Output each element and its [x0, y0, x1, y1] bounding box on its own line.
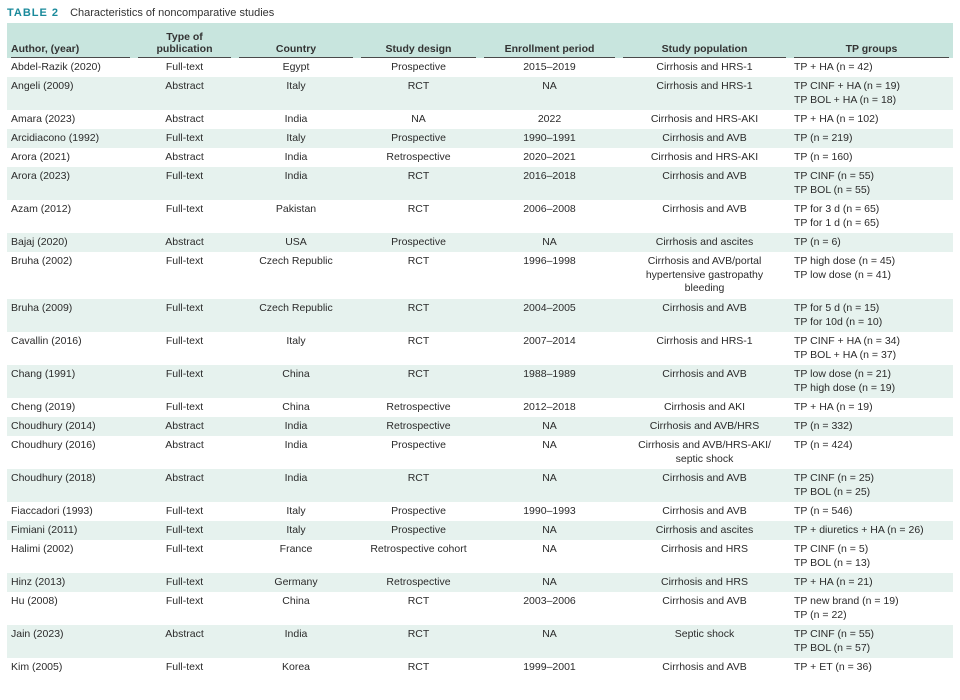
cell-line: Cirrhosis and HRS-1: [656, 335, 753, 347]
cell-line: bleeding: [684, 282, 725, 294]
cell-line: TP low dose (n = 41): [794, 268, 891, 281]
column-header-population: Study population: [619, 23, 790, 58]
cell-line: TP (n = 6): [794, 236, 841, 248]
cell-author: Abdel-Razik (2020): [11, 61, 101, 73]
cell-country: France: [279, 543, 313, 555]
cell-design: RCT: [407, 255, 430, 267]
cell-period: NA: [480, 77, 619, 110]
table-row: [7, 233, 953, 252]
column-header-country: Country: [235, 23, 357, 58]
cell-population: [619, 148, 790, 167]
cell-line: TP + HA (n = 42): [794, 61, 873, 73]
cell-author: Arora (2021): [11, 151, 70, 163]
cell-country: Germany: [235, 573, 357, 592]
cell-type: Full-text: [134, 167, 235, 200]
cell-type: Full-text: [165, 61, 204, 73]
table-row: [7, 77, 953, 110]
cell-population: [619, 573, 790, 592]
cell-line: hypertensive gastropathy: [645, 268, 764, 281]
cell-design: Prospective: [391, 61, 446, 73]
cell-line: Cirrhosis and AVB: [662, 505, 747, 517]
cell-population: [619, 129, 790, 148]
cell-line: TP (n = 160): [794, 151, 853, 163]
cell-country: India: [284, 439, 308, 451]
cell-groups: [790, 252, 953, 299]
header-row: [7, 23, 953, 58]
cell-line: Cirrhosis and AVB: [662, 472, 747, 484]
cell-groups: [790, 77, 953, 110]
cell-design: RCT: [407, 203, 430, 215]
cell-author: Jain (2023): [7, 625, 134, 658]
cell-country: Italy: [235, 129, 357, 148]
cell-population: [619, 625, 790, 658]
cell-type: Full-text: [165, 335, 204, 347]
cell-period: 1988–1989: [480, 365, 619, 398]
cell-period: 2003–2006: [523, 595, 576, 607]
cell-author: Fimiani (2011): [7, 521, 134, 540]
cell-line: TP BOL + HA (n = 18): [794, 93, 897, 106]
cell-type: Abstract: [165, 113, 204, 125]
cell-period: 2020–2021: [523, 151, 576, 163]
cell-line: TP CINF + HA (n = 19): [794, 80, 901, 92]
cell-author: Bruha (2002): [11, 255, 73, 267]
cell-design: RCT: [407, 661, 430, 673]
table-row: [7, 573, 953, 592]
cell-design: RCT: [407, 335, 430, 347]
cell-country: Italy: [286, 505, 306, 517]
cell-design: RCT: [407, 595, 430, 607]
cell-line: Cirrhosis and AVB: [662, 302, 747, 314]
cell-design: Prospective: [357, 521, 480, 540]
cell-type: Full-text: [165, 255, 204, 267]
cell-population: [619, 521, 790, 540]
table-row: [7, 167, 953, 200]
cell-design: Prospective: [357, 233, 480, 252]
cell-groups: [790, 573, 953, 592]
cell-country: India: [284, 113, 308, 125]
cell-line: Septic shock: [674, 628, 735, 640]
cell-design: Prospective: [391, 505, 446, 517]
cell-type: Full-text: [134, 365, 235, 398]
cell-country: India: [235, 469, 357, 502]
cell-author: Bruha (2009): [7, 299, 134, 332]
cell-design: RCT: [357, 365, 480, 398]
cell-line: TP (n = 546): [794, 505, 853, 517]
cell-design: Retrospective: [386, 401, 451, 413]
cell-line: TP (n = 219): [794, 132, 853, 144]
cell-author: Arcidiacono (1992): [7, 129, 134, 148]
cell-country: Czech Republic: [259, 255, 333, 267]
cell-line: TP CINF + HA (n = 34): [794, 335, 901, 347]
cell-type: Full-text: [134, 299, 235, 332]
cell-line: TP (n = 22): [794, 608, 847, 621]
cell-period: 2022: [537, 113, 562, 125]
table-label: TABLE 2: [7, 7, 60, 19]
table-row: [7, 200, 953, 233]
cell-groups: [790, 129, 953, 148]
cell-period: NA: [542, 543, 557, 555]
cell-author: Choudhury (2014): [7, 417, 134, 436]
cell-population: [619, 167, 790, 200]
cell-line: TP high dose (n = 19): [794, 381, 896, 394]
cell-line: TP for 10d (n = 10): [794, 315, 883, 328]
table-row: [7, 129, 953, 148]
cell-design: RCT: [357, 167, 480, 200]
cell-population: [619, 502, 790, 521]
cell-line: TP CINF (n = 5): [794, 543, 869, 555]
cell-period: 2007–2014: [523, 335, 576, 347]
cell-country: Italy: [235, 77, 357, 110]
cell-period: NA: [480, 233, 619, 252]
cell-author: Kim (2005): [11, 661, 63, 673]
cell-type: Full-text: [165, 505, 204, 517]
cell-line: TP BOL (n = 13): [794, 556, 871, 569]
cell-author: Hu (2008): [11, 595, 58, 607]
cell-period: 1996–1998: [523, 255, 576, 267]
table-body: [7, 58, 953, 677]
cell-line: Cirrhosis and ascites: [655, 524, 754, 536]
cell-author: Choudhury (2018): [7, 469, 134, 502]
cell-design: Retrospective: [357, 417, 480, 436]
cell-population: [619, 252, 790, 299]
table-row: [7, 148, 953, 167]
table-row: [7, 469, 953, 502]
cell-population: [619, 658, 790, 677]
cell-line: Cirrhosis and ascites: [655, 236, 754, 248]
cell-author: Amara (2023): [11, 113, 76, 125]
cell-line: TP CINF (n = 55): [794, 628, 875, 640]
cell-period: 2012–2018: [523, 401, 576, 413]
cell-period: NA: [480, 417, 619, 436]
cell-population: [619, 398, 790, 417]
cell-population: [619, 469, 790, 502]
cell-type: Abstract: [134, 625, 235, 658]
cell-country: China: [282, 595, 310, 607]
cell-population: [619, 592, 790, 625]
table-row: [7, 58, 953, 77]
column-header-author: Author, (year): [7, 23, 134, 58]
cell-country: China: [282, 401, 310, 413]
cell-author: Chang (1991): [7, 365, 134, 398]
cell-author: Azam (2012): [11, 203, 72, 215]
cell-period: 2004–2005: [480, 299, 619, 332]
cell-design: Retrospective: [386, 151, 451, 163]
cell-line: Cirrhosis and HRS-AKI: [650, 151, 759, 163]
cell-groups: [790, 658, 953, 677]
cell-line: TP BOL (n = 25): [794, 485, 871, 498]
cell-author: Hinz (2013): [7, 573, 134, 592]
cell-country: USA: [235, 233, 357, 252]
table-row: [7, 521, 953, 540]
cell-author: Fiaccadori (1993): [11, 505, 93, 517]
cell-author: Halimi (2002): [11, 543, 74, 555]
cell-population: [619, 436, 790, 469]
cell-population: [619, 332, 790, 365]
table-row: [7, 417, 953, 436]
cell-line: septic shock: [675, 452, 734, 465]
cell-line: TP + HA (n = 21): [794, 576, 873, 588]
cell-line: Cirrhosis and AVB/portal: [647, 255, 762, 267]
cell-country: India: [235, 417, 357, 436]
cell-groups: [790, 417, 953, 436]
cell-design: Retrospective: [357, 573, 480, 592]
cell-line: TP for 3 d (n = 65): [794, 203, 880, 215]
cell-line: Cirrhosis and AVB: [662, 661, 747, 673]
cell-country: Pakistan: [275, 203, 317, 215]
cell-line: Cirrhosis and AVB: [662, 368, 747, 380]
table-title: Characteristics of noncomparative studies: [70, 7, 275, 19]
cell-period: NA: [480, 625, 619, 658]
cell-line: TP low dose (n = 21): [794, 368, 891, 380]
cell-line: Cirrhosis and HRS-AKI: [650, 113, 759, 125]
cell-line: Cirrhosis and AVB/HRS: [649, 420, 760, 432]
cell-groups: [790, 398, 953, 417]
cell-period: 1990–1991: [480, 129, 619, 148]
cell-line: TP BOL (n = 55): [794, 183, 871, 196]
table-row: [7, 540, 953, 573]
cell-type: Abstract: [134, 469, 235, 502]
cell-groups: [790, 592, 953, 625]
cell-groups: [790, 540, 953, 573]
column-header-type: Type of publication: [134, 23, 235, 58]
cell-line: TP high dose (n = 45): [794, 255, 896, 267]
cell-line: TP BOL + HA (n = 37): [794, 348, 897, 361]
cell-type: Full-text: [165, 203, 204, 215]
cell-period: 1990–1993: [523, 505, 576, 517]
cell-line: TP (n = 424): [794, 439, 853, 451]
cell-groups: [790, 521, 953, 540]
cell-country: China: [235, 365, 357, 398]
cell-line: TP (n = 332): [794, 420, 853, 432]
cell-author: Cheng (2019): [11, 401, 76, 413]
table-row: [7, 252, 953, 299]
cell-line: Cirrhosis and HRS: [661, 576, 748, 588]
cell-country: Italy: [286, 335, 306, 347]
cell-groups: [790, 167, 953, 200]
cell-country: Italy: [235, 521, 357, 540]
column-header-period: Enrollment period: [480, 23, 619, 58]
cell-line: TP + HA (n = 19): [794, 401, 873, 413]
cell-design: Retrospective cohort: [370, 543, 467, 555]
column-header-design: Study design: [357, 23, 480, 58]
cell-country: India: [235, 625, 357, 658]
cell-period: NA: [480, 469, 619, 502]
cell-author: Choudhury (2016): [11, 439, 96, 451]
cell-period: NA: [542, 439, 557, 451]
cell-line: TP + ET (n = 36): [794, 661, 872, 673]
cell-author: Bajaj (2020): [7, 233, 134, 252]
cell-line: Cirrhosis and AVB/HRS-AKI/: [638, 439, 771, 451]
cell-line: Cirrhosis and HRS: [661, 543, 748, 555]
cell-groups: [790, 332, 953, 365]
table-row: [7, 110, 953, 129]
cell-groups: [790, 233, 953, 252]
cell-type: Full-text: [165, 401, 204, 413]
table-caption: [7, 5, 274, 21]
cell-type: Abstract: [134, 233, 235, 252]
cell-type: Full-text: [165, 661, 204, 673]
cell-line: TP BOL (n = 57): [794, 641, 871, 654]
cell-line: Cirrhosis and AVB: [662, 595, 747, 607]
cell-type: Abstract: [165, 439, 204, 451]
cell-design: NA: [411, 113, 426, 125]
cell-country: India: [235, 167, 357, 200]
cell-country: Egypt: [282, 61, 310, 73]
cell-period: 2006–2008: [523, 203, 576, 215]
cell-groups: [790, 58, 953, 77]
cell-population: [619, 77, 790, 110]
cell-groups: [790, 502, 953, 521]
cell-type: Full-text: [165, 543, 204, 555]
cell-design: Prospective: [391, 439, 446, 451]
cell-population: [619, 417, 790, 436]
cell-design: RCT: [357, 625, 480, 658]
cell-line: TP new brand (n = 19): [794, 595, 899, 607]
cell-line: TP + diuretics + HA (n = 26): [794, 524, 924, 536]
cell-design: RCT: [357, 77, 480, 110]
cell-line: Cirrhosis and HRS-1: [656, 61, 753, 73]
cell-author: Cavallin (2016): [11, 335, 82, 347]
table-row: [7, 592, 953, 625]
table-row: [7, 436, 953, 469]
cell-groups: [790, 200, 953, 233]
cell-population: [619, 58, 790, 77]
cell-groups: [790, 299, 953, 332]
column-header-groups: TP groups: [790, 23, 953, 58]
cell-type: Abstract: [134, 77, 235, 110]
cell-line: TP + HA (n = 102): [794, 113, 879, 125]
cell-period: 1999–2001: [523, 661, 576, 673]
cell-groups: [790, 110, 953, 129]
cell-type: Abstract: [134, 417, 235, 436]
characteristics-table: [7, 23, 953, 677]
cell-line: TP for 5 d (n = 15): [794, 302, 880, 314]
cell-type: Full-text: [134, 573, 235, 592]
cell-line: Cirrhosis and AVB: [662, 203, 747, 215]
table-row: [7, 299, 953, 332]
cell-line: Cirrhosis and AVB: [662, 132, 747, 144]
cell-population: [619, 233, 790, 252]
cell-country: Czech Republic: [235, 299, 357, 332]
cell-country: India: [284, 151, 308, 163]
cell-groups: [790, 365, 953, 398]
table-row: [7, 625, 953, 658]
cell-design: Prospective: [357, 129, 480, 148]
cell-type: Abstract: [165, 151, 204, 163]
cell-type: Full-text: [165, 595, 204, 607]
cell-design: RCT: [357, 299, 480, 332]
cell-groups: [790, 469, 953, 502]
table-row: [7, 365, 953, 398]
cell-period: 2016–2018: [480, 167, 619, 200]
cell-author: Arora (2023): [7, 167, 134, 200]
cell-type: Full-text: [134, 129, 235, 148]
cell-country: Korea: [281, 661, 311, 673]
cell-period: 2015–2019: [523, 61, 576, 73]
cell-line: TP for 1 d (n = 65): [794, 216, 880, 229]
cell-population: [619, 200, 790, 233]
cell-population: [619, 365, 790, 398]
table-row: [7, 658, 953, 677]
cell-period: NA: [480, 573, 619, 592]
table-row: [7, 332, 953, 365]
cell-type: Full-text: [134, 521, 235, 540]
cell-line: Cirrhosis and AKI: [663, 401, 746, 413]
cell-population: [619, 110, 790, 129]
cell-design: RCT: [357, 469, 480, 502]
cell-period: NA: [480, 521, 619, 540]
cell-groups: [790, 625, 953, 658]
cell-population: [619, 540, 790, 573]
table-row: [7, 398, 953, 417]
cell-line: TP CINF (n = 25): [794, 472, 875, 484]
cell-population: [619, 299, 790, 332]
cell-groups: [790, 148, 953, 167]
cell-line: TP CINF (n = 55): [794, 170, 875, 182]
cell-groups: [790, 436, 953, 469]
cell-line: Cirrhosis and HRS-1: [656, 80, 753, 92]
cell-line: Cirrhosis and AVB: [662, 170, 747, 182]
table-row: [7, 502, 953, 521]
cell-author: Angeli (2009): [7, 77, 134, 110]
